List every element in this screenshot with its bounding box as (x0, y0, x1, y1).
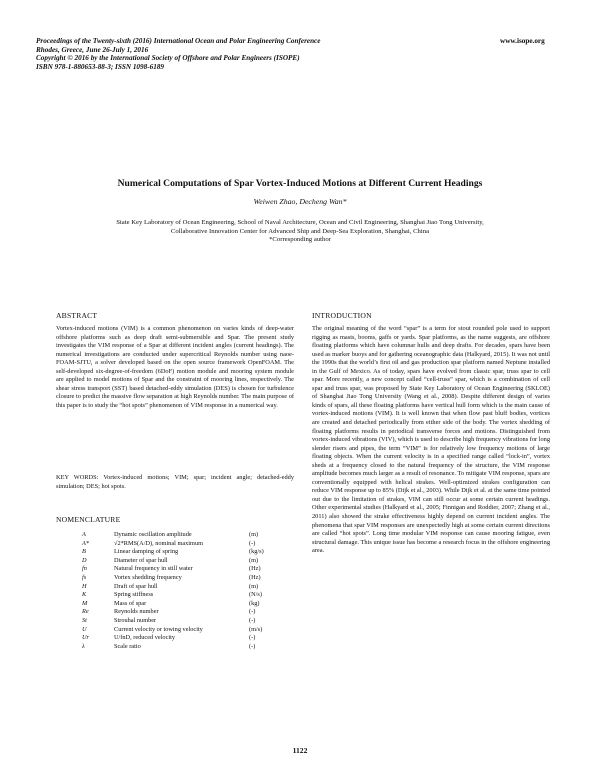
abstract-heading: ABSTRACT (56, 311, 98, 320)
nomenclature-unit: (kg) (249, 599, 260, 607)
nomenclature-row (56, 600, 296, 609)
nomenclature-symbol: fn (82, 565, 87, 573)
header-line: ISBN 978-1-880653-88-3; ISSN 1098-6189 (36, 62, 164, 71)
nomenclature-symbol: H (82, 582, 87, 590)
nomenclature-table (56, 531, 296, 651)
nomenclature-symbol: M (82, 599, 88, 607)
conference-header (36, 37, 456, 71)
nomenclature-symbol: St (82, 616, 87, 624)
nomenclature-row (56, 565, 296, 574)
nomenclature-symbol: D (82, 556, 87, 564)
nomenclature-unit: (m) (249, 531, 259, 538)
nomenclature-symbol: B (82, 548, 86, 556)
nomenclature-unit: (N/s) (249, 591, 262, 599)
nomenclature-row (56, 643, 296, 652)
introduction-text: The original meaning of the word “spar” is a term for stout rounded pole used to support rigging as masts, booms, gaffs or yards. Spar platforms, as the name suggests, are offshore floating platforms which have columnar hulls and deep drafts. For decades, spars have been used as marker buoys and for gathering oceanographic data (Halkyard, 2015). It was not until the 1990s that the world’s first oil and gas production spar platform named Neptune installed in the Gulf of Mexico. As of today, spars have evolved from classic spar, truss spar to cell spar. More recently, a new concept called “cell-truss” spar, which is a combination of cell spar and truss spar, was proposed by State Key Laboratory of Ocean Engineering (SKLOE) of Shanghai Jiao Tong University (Wang et al., 2008). Despite different design of varies kinds of spars, all these floating platforms have vertical hull form which is the main cause of vortex-induced motions (VIM). It is well known that when flow past bluff bodies, vortices are created and detached periodically from either side of the body. The vortex shedding of floating platforms results in periodical transverse forces and motions. Distinguished from vortex-induced vibrations (VIV), which is used to describe high frequency vibrations for long slender risers and pipes, the term “VIM” is for relatively low frequency motions of large floating objects. When the current velocity is in a specified range called “lock-in”, vortex sheds at a frequency closed to the natural frequency of the structure, the VIM response amplitude becomes much larger as a result of resonance. To mitigate VIM response, spars are conventionally equipped with helical strakes. Well-optimized strakes configuration can reduce VIM response up to 85% (Dijk et al., 2003). While Dijk et al. at the same time pointed out due to the limitation of strakes, VIM can still occur at some certain current headings. Other experimental studies (Halkyard et al., 2005; Finnigan and Roddier, 2007; Zhang et al., 2011) also showed the strake effectiveness highly depend on current incident angles. The phenomena that spar VIM responses are unexpectedly high at some certain current directions are called “hot spots”. Long time modular VIM response can cause mooring fatigue, even structural damage. This unique issue has become a research focus in the offshore engineering area. (312, 325, 551, 555)
nomenclature-row (56, 540, 296, 549)
nomenclature-symbol: fs (82, 573, 87, 581)
keywords: KEY WORDS: Vortex-induced motions; VIM; spar; incident angle; detached-eddy simulation; DES; hot spots. (56, 474, 294, 490)
header-line: Copyright © 2016 by the International Society of Offshore and Polar Engineers (ISOPE) (36, 54, 300, 63)
header-line: Rhodes, Greece, June 26-July 1, 2016 (36, 45, 149, 54)
affiliation-line: *Corresponding author (269, 236, 331, 244)
affiliation-line: Collaborative Innovation Center for Advanced Ship and Deep-Sea Exploration, Shanghai, China (170, 227, 430, 235)
nomenclature-row (56, 531, 296, 540)
nomenclature-row (56, 591, 296, 600)
nomenclature-row (56, 634, 296, 643)
nomenclature-description: √2*RMS(A/D), nominal maximum (114, 539, 203, 547)
nomenclature-unit: (-) (249, 616, 256, 624)
nomenclature-symbol: Ur (82, 634, 89, 642)
affiliation-line: State Key Laboratory of Ocean Engineering, School of Naval Architecture, Ocean and Civil Engineering, Shanghai Jiao Tong University, (116, 219, 484, 226)
nomenclature-description: Strouhal number (114, 616, 157, 624)
nomenclature-description: Mass of spar (114, 599, 147, 607)
nomenclature-row (56, 626, 296, 635)
nomenclature-description: Linear damping of spring (114, 548, 179, 556)
nomenclature-symbol: U (82, 625, 87, 633)
nomenclature-row (56, 548, 296, 557)
nomenclature-unit: (Hz) (249, 573, 261, 581)
publisher-url[interactable]: www.isope.org (500, 37, 545, 45)
nomenclature-symbol: A* (82, 539, 89, 547)
abstract-text: Vortex-induced motions (VIM) is a common phenomenon on varies kinds of deep-water offshore platforms such as deep draft semi-submersible and Spar. The present study investigates the VIM response of a Spar at different incident angles (current headings). The numerical investigations are conducted under supercritical Reynolds number using naoe-FOAM-SJTU, a solver developed based on the open source framework OpenFOAM. The self-developed six-degree-of-freedom (6DoF) motion module and mooring system module are applied to model motions of Spar and the constraint of mooring lines, respectively. The shear stress transport (SST) based detached-eddy simulation (DES) is chosen for turbulence closure to predict the massive flow separation at high Reynolds number. The main purpose of this paper is to study the “hot spots” phenomenon of VIM response in a numerical way. (56, 325, 294, 409)
nomenclature-unit: (-) (249, 539, 256, 547)
nomenclature-description: Dynamic oscillation amplitude (114, 531, 192, 538)
nomenclature-description: Reynolds number (114, 608, 159, 616)
header-line: Proceedings of the Twenty-sixth (2016) International Ocean and Polar Engineering Conference (36, 37, 321, 45)
nomenclature-unit: (-) (249, 634, 256, 642)
nomenclature-unit: (-) (249, 642, 256, 650)
nomenclature-description: Vortex shedding frequency (114, 573, 182, 581)
nomenclature-row (56, 557, 296, 566)
nomenclature-symbol: Re (82, 608, 89, 616)
paper-title: Numerical Computations of Spar Vortex-Induced Motions at Different Current Headings (117, 178, 483, 189)
page-number: 1122 (292, 746, 308, 755)
introduction-heading: INTRODUCTION (312, 311, 372, 320)
nomenclature-unit: (m) (249, 582, 259, 590)
author-affiliation (70, 219, 530, 245)
nomenclature-description: Spring stiffness (114, 591, 154, 599)
nomenclature-unit: (Hz) (249, 565, 261, 573)
nomenclature-unit: (kg/s) (249, 548, 264, 556)
nomenclature-row (56, 574, 296, 583)
paper-authors: Weiwen Zhao, Decheng Wan* (253, 197, 347, 206)
nomenclature-symbol: λ (82, 642, 85, 650)
nomenclature-description: Diameter of spar hull (114, 556, 168, 564)
nomenclature-unit: (m/s) (249, 625, 263, 633)
nomenclature-description: Scale ratio (114, 642, 141, 650)
nomenclature-description: Current velocity or towing velocity (114, 625, 203, 633)
nomenclature-description: U/fnD, reduced velocity (114, 634, 176, 642)
nomenclature-unit: (m) (249, 556, 259, 564)
nomenclature-row (56, 617, 296, 626)
nomenclature-description: Draft of spar hull (114, 582, 158, 590)
nomenclature-row (56, 583, 296, 592)
nomenclature-row (56, 608, 296, 617)
nomenclature-symbol: K (82, 591, 87, 599)
nomenclature-heading: NOMENCLATURE (56, 515, 121, 524)
nomenclature-unit: (-) (249, 608, 256, 616)
nomenclature-symbol: A (82, 531, 86, 538)
nomenclature-description: Natural frequency in still water (114, 565, 193, 573)
